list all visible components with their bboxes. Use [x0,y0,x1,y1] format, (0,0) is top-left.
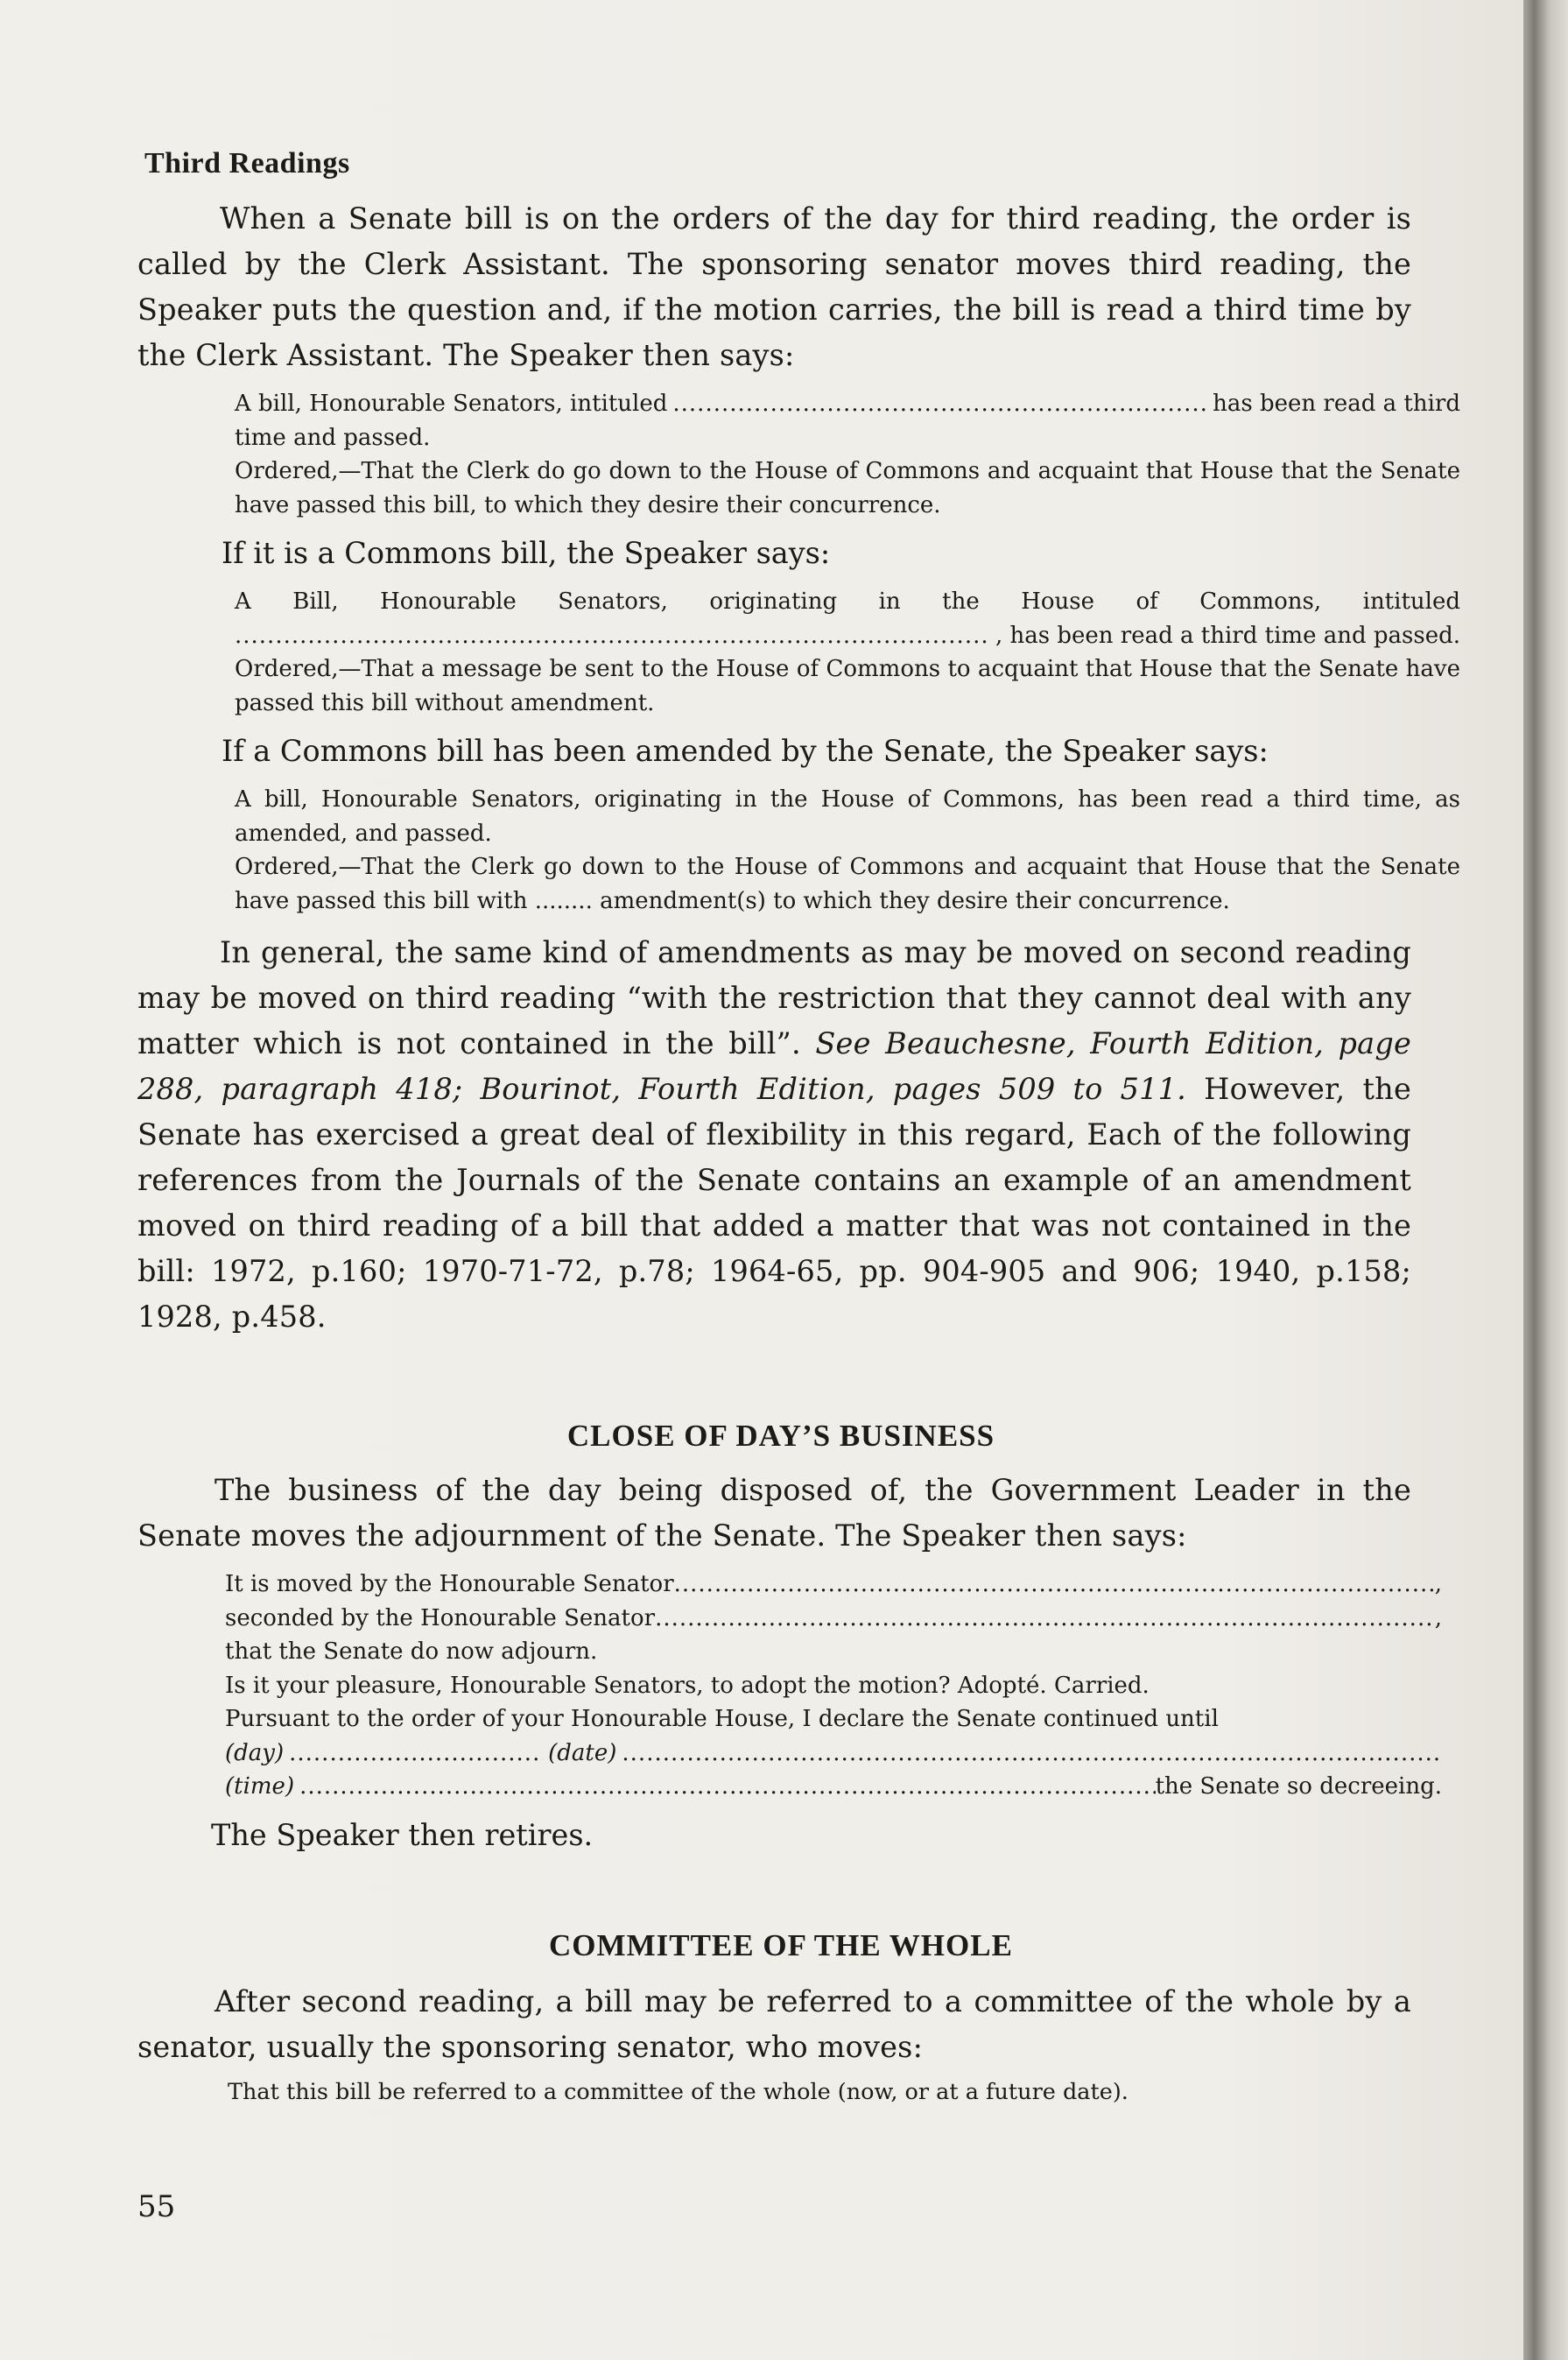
fill-dots [672,387,1207,421]
fill-dots [235,619,990,653]
quote-text: (date) [548,1739,617,1766]
fill-dots: ........ [534,887,593,914]
quote-text: Ordered,—That the Clerk go down to the House of Commons and acquaint that House that the Senate have passed this bill with ........ amendment(s) to which they desire their concurrence. [235,854,1460,914]
citation-reference: See Beauchesne, Fourth Edition, page 288, paragraph 418; Bourinot, Fourth Edition, pages 509 to 511. [137,1026,1411,1106]
quote-line [235,387,1460,421]
committee-whole-quote: That this bill be referred to a committee of the whole (now, or at a future date). [228,2078,1129,2105]
quote-text: (time) [225,1773,295,1800]
amendments-general-paragraph: In general, the same kind of amendments as may be moved on second reading may be moved on third reading “with the restriction that they cannot deal with any matter which is not contained in the bill”. See Beauchesne, Fourth Edition, page 288, paragraph 418; Bourinot, Fourth Edition, pages 509 to 511. However, the Senate has exercised a great deal of flexibility in this regard, Each of the following references from the Journals of the Senate contains an example of an amendment moved on third reading of a bill that added a matter that was not contained in the bill: 1972, p.160; 1970-71-72, p.78; 1964-65, pp. 904-905 and 906; 1940, p.158; 1928, p.458. [137,935,1411,1334]
quote-text: the Senate so decreeing. [1155,1773,1442,1800]
page-content [137,147,1460,2117]
page-number: 55 [137,2189,176,2224]
close-of-day-intro: The business of the day being disposed of, the Government Leader in the Senate moves the adjournment of the Senate. The Speaker then says: [137,1473,1411,1553]
amended-bill-lead: If a Commons bill has been amended by the Senate, the Speaker says: [221,734,1269,768]
third-readings-heading: Third Readings [144,147,350,180]
third-readings-intro: When a Senate bill is on the orders of the day for third reading, the order is called by the Clerk Assistant. The sponsoring senator moves third reading, the Speaker puts the question and, if the motion carries, the bill is read a third time by the Clerk Assistant. The Speaker then says: [137,201,1411,372]
quote-text: Ordered,—That the Clerk do go down to the House of Commons and acquaint that House that the Senate have passed this bill, to which they desire their concurrence. [235,458,1460,518]
fill-dots [299,1770,1155,1804]
quote-text: that the Senate do now adjourn. [225,1638,598,1665]
fill-dots [289,1737,543,1771]
close-of-day-heading: CLOSE OF DAY’S BUSINESS [566,1419,995,1453]
speaker-retires-text: The Speaker then retires. [211,1817,594,1852]
senate-bill-quote [235,387,1460,522]
quote-text: time and passed. [235,424,431,451]
quote-text: has been read a third [1213,391,1460,417]
quote-line: It is moved by the Honourable Senator ..... , [225,1567,1442,1602]
quote-line: seconded by the Honourable Senator ..... , [225,1602,1442,1636]
committee-whole-intro: After second reading, a bill may be referred to a committee of the whole by a senator, usually the sponsoring senator, who moves: [137,1983,1411,2064]
quote-text: Pursuant to the order of your Honourable House, I declare the Senate continued until [225,1706,1219,1732]
fill-dots [674,1567,1435,1602]
commons-bill-quote [235,585,1460,720]
quote-line [225,1770,1442,1804]
quote-line [225,1737,1442,1771]
committee-whole-heading: COMMITTEE OF THE WHOLE [549,1927,1013,1962]
commons-bill-lead: If it is a Commons bill, the Speaker says: [221,536,831,570]
quote-text: It is moved by the Honourable Senator [225,1571,674,1597]
amended-bill-quote [235,783,1460,918]
quote-text: Ordered,—That a message be sent to the House of Commons to acquaint that House that the Senate have passed this bill without amendment. [235,656,1460,716]
quote-text: A bill, Honourable Senators, intituled [235,391,668,417]
fill-dots [655,1602,1435,1636]
quote-text: , has been read a third time and passed. [995,622,1460,649]
quote-text: Is it your pleasure, Honourable Senators, to adopt the motion? Adopté. Carried. [225,1672,1150,1699]
adjournment-quote [225,1567,1442,1804]
quote-text: A Bill, Honourable Senators, originating in the House of Commons, intituled [235,588,1460,615]
fill-dots [622,1737,1442,1771]
quote-line [235,619,1460,653]
page-binding-edge [1523,0,1568,2360]
quote-text: A bill, Honourable Senators, originating in the House of Commons, has been read a third time, as amended, and passed. [235,786,1460,847]
quote-text: (day) [225,1739,285,1766]
quote-text: seconded by the Honourable Senator [225,1604,656,1631]
